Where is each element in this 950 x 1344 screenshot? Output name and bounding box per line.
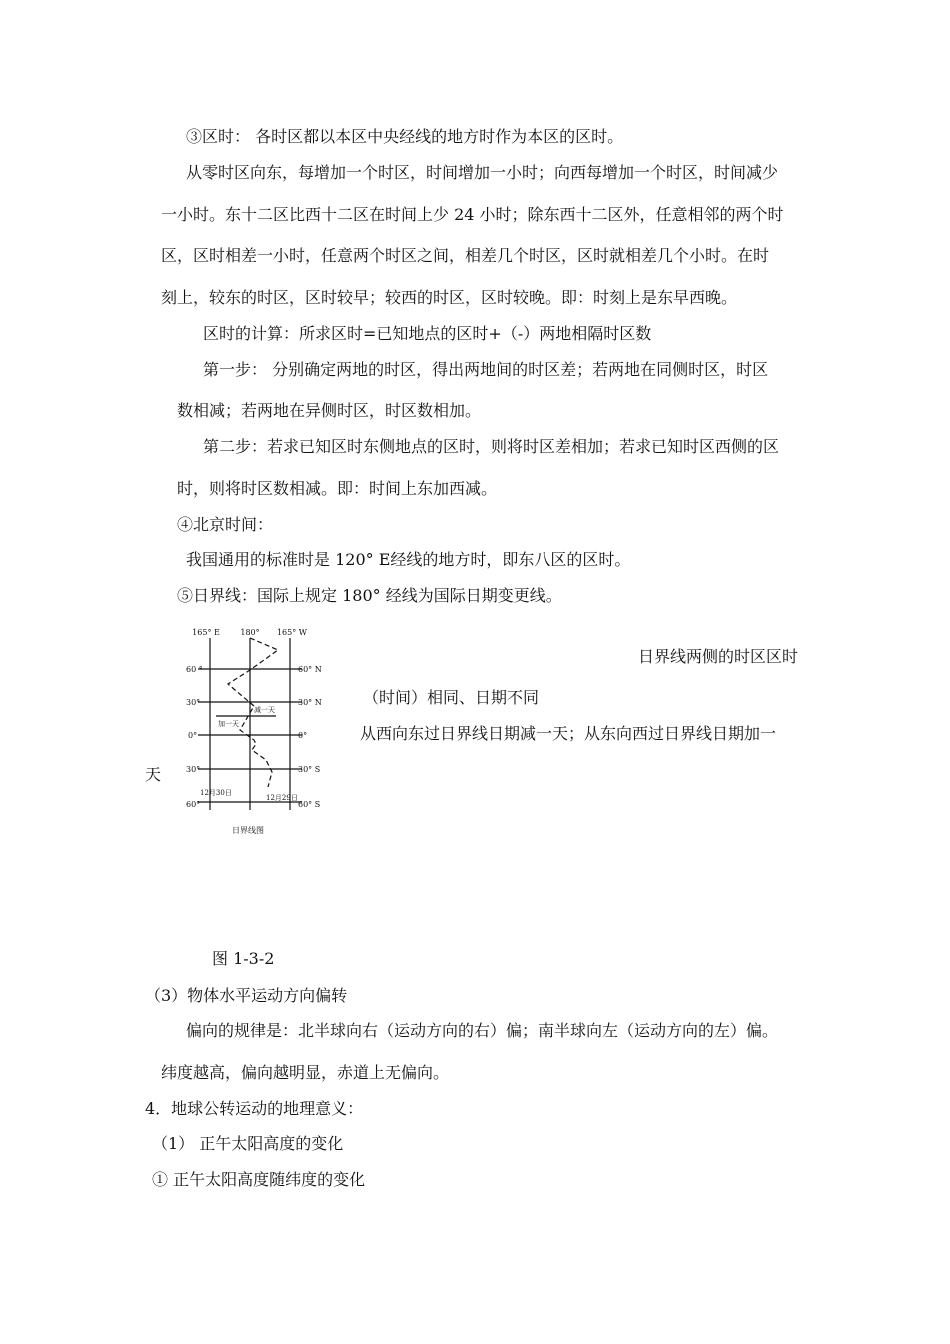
figure-number: 图 1-3-2 bbox=[212, 949, 275, 968]
date-left-label: 12月30日 bbox=[200, 789, 232, 797]
latitude-label: 30° S bbox=[298, 765, 321, 774]
figure-caption: 日界线图 bbox=[232, 826, 264, 835]
top-label: 165° W bbox=[276, 628, 308, 637]
step-one-line: 数相减；若两地在异侧时区，时区数相加。 bbox=[177, 401, 482, 420]
subsection-heading: （1） 正午太阳高度的变化 bbox=[152, 1134, 344, 1153]
latitude-label: 30° bbox=[186, 698, 201, 707]
plus-day-label: 加一天 bbox=[218, 720, 239, 728]
minus-day-label: 减一天 bbox=[254, 706, 275, 714]
subsection-heading: ① 正午太阳高度随纬度的变化 bbox=[152, 1170, 366, 1189]
paragraph-line: 刻上，较东的时区，区时较早；较西的时区，区时较晚。即：时刻上是东早西晚。 bbox=[161, 288, 738, 307]
date-line-heading: ⑤日界线：国际上规定 180° 经线为国际日期变更线。 bbox=[177, 586, 562, 605]
latitude-label: 30° N bbox=[298, 698, 322, 707]
top-label: 180° bbox=[240, 628, 260, 637]
side-text-line: （时间）相同、日期不同 bbox=[363, 688, 540, 707]
top-label: 165° E bbox=[192, 628, 220, 637]
date-right-label: 12月29日 bbox=[266, 794, 298, 802]
latitude-label: 0° bbox=[298, 731, 308, 740]
latitude-label: 60° N bbox=[298, 665, 322, 674]
side-text-line: 日界线两侧的时区区时 bbox=[638, 647, 799, 666]
paragraph-line: 偏向的规律是：北半球向右（运动方向的右）偏；南半球向左（运动方向的左）偏。 bbox=[186, 1021, 779, 1040]
zone-time-heading: ③区时： 各时区都以本区中央经线的地方时作为本区的区时。 bbox=[186, 127, 624, 146]
beijing-time-heading: ④北京时间： bbox=[177, 515, 274, 534]
step-one-line: 第一步： 分别确定两地的时区，得出两地间的时区差；若两地在同侧时区，时区 bbox=[203, 360, 769, 379]
calculation-formula: 区时的计算：所求区时=已知地点的区时+（-）两地相隔时区数 bbox=[203, 324, 652, 343]
section-heading: 4．地球公转运动的地理意义： bbox=[145, 1099, 364, 1118]
paragraph-line: 从零时区向东，每增加一个时区，时间增加一小时；向西每增加一个时区，时间减少 bbox=[186, 163, 779, 182]
latitude-label: 60° S bbox=[298, 800, 321, 809]
paragraph-line: 我国通用的标准时是 120° E经线的地方时，即东八区的区时。 bbox=[186, 550, 631, 569]
date-line-figure bbox=[178, 622, 348, 847]
side-text-line: 天 bbox=[145, 765, 162, 784]
step-two-line: 时，则将时区数相减。即：时间上东加西减。 bbox=[177, 479, 498, 498]
latitude-label: 60° bbox=[186, 800, 201, 809]
paragraph-line: 区，区时相差一小时，任意两个时区之间，相差几个时区，区时就相差几个小时。在时 bbox=[161, 246, 770, 265]
latitude-label: 30° bbox=[186, 765, 201, 774]
section-heading: （3）物体水平运动方向偏转 bbox=[145, 986, 348, 1005]
step-two-line: 第二步：若求已知区时东侧地点的区时，则将时区差相加；若求已知时区西侧的区 bbox=[203, 437, 780, 456]
paragraph-line: 纬度越高，偏向越明显，赤道上无偏向。 bbox=[161, 1063, 450, 1082]
latitude-label: 0° bbox=[188, 731, 198, 740]
side-text-line: 从西向东过日界线日期减一天；从东向西过日界线日期加一 bbox=[360, 724, 777, 743]
paragraph-line: 一小时。东十二区比西十二区在时间上少 24 小时；除东西十二区外，任意相邻的两个时 bbox=[161, 205, 784, 224]
latitude-label: 60 ° bbox=[186, 665, 203, 674]
